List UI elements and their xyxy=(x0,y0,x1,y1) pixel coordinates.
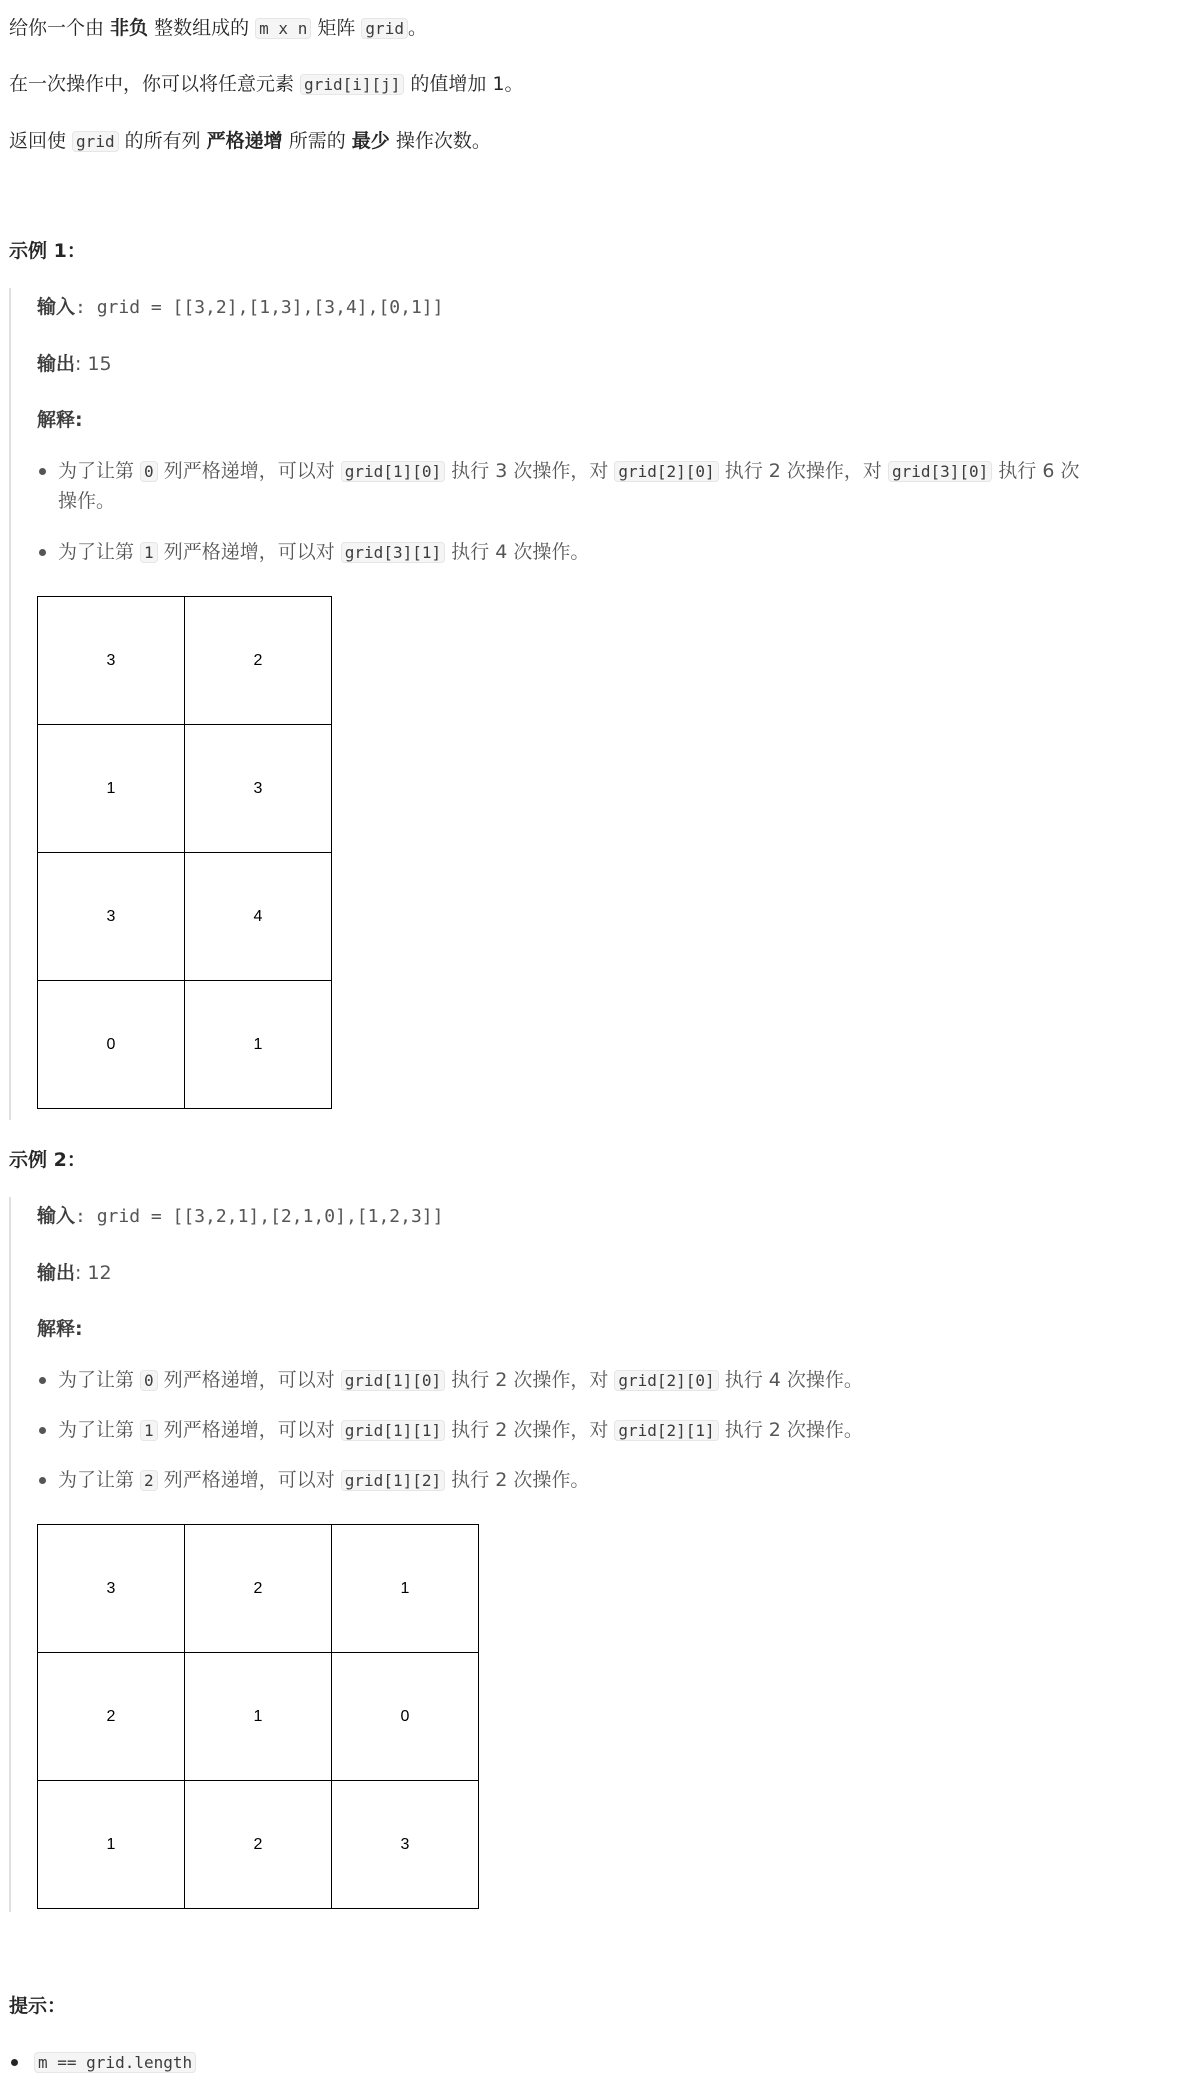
explain-label: 解释 xyxy=(37,1318,76,1340)
inline-code: grid[i][j] xyxy=(300,74,404,95)
grid-cell: 2 xyxy=(185,1781,332,1909)
example-1-bullet-2 xyxy=(37,537,1187,567)
explain-colon: : xyxy=(75,409,83,431)
intro-paragraph-3 xyxy=(9,127,491,155)
grid-row xyxy=(38,981,332,1109)
input-value: : grid = [[3,2,1],[2,1,0],[1,2,3]] xyxy=(75,1206,444,1227)
bold-text: 最少 xyxy=(351,130,390,152)
text: 执行 2 次操作，对 xyxy=(718,460,888,482)
example-2-bullet-3 xyxy=(37,1465,1187,1495)
inline-code: m == grid.length xyxy=(34,2052,196,2073)
grid-row xyxy=(38,853,332,981)
grid-cell: 3 xyxy=(332,1781,479,1909)
hint-text xyxy=(34,2048,196,2077)
text: 的值增加 1。 xyxy=(404,73,524,95)
text: 执行 6 次 xyxy=(992,460,1080,482)
input-label: 输入 xyxy=(37,1205,76,1227)
text: 列严格递增，可以对 xyxy=(157,1469,341,1491)
text: 矩阵 xyxy=(311,17,362,39)
example-1-output xyxy=(37,350,112,378)
text: 给你一个由 xyxy=(9,17,111,39)
text: 执行 4 次操作。 xyxy=(445,541,590,563)
inline-code: 0 xyxy=(140,461,158,482)
bullet-text xyxy=(58,456,1079,487)
example-1-grid xyxy=(37,596,332,1109)
output-value: : 15 xyxy=(75,353,112,375)
output-label: 输出 xyxy=(37,353,76,375)
grid-cell: 1 xyxy=(185,1653,332,1781)
grid-cell: 4 xyxy=(185,853,332,981)
text: 为了让第 xyxy=(58,1369,141,1391)
text: 的所有列 xyxy=(118,130,207,152)
text: 在一次操作中，你可以将任意元素 xyxy=(9,73,301,95)
grid-cell: 1 xyxy=(38,1781,185,1909)
text: 为了让第 xyxy=(58,1419,141,1441)
example-1-title: 示例 1： xyxy=(9,240,86,262)
inline-code: grid[3][0] xyxy=(888,461,992,482)
hints-title: 提示： xyxy=(9,1995,67,2017)
example-1-explain-label xyxy=(37,406,83,434)
bullet-dot xyxy=(39,468,46,475)
example-2-input xyxy=(37,1202,443,1231)
inline-code: grid xyxy=(361,18,408,39)
inline-code: 1 xyxy=(140,542,158,563)
grid-cell: 0 xyxy=(332,1653,479,1781)
text: 列严格递增，可以对 xyxy=(157,541,341,563)
explain-label: 解释 xyxy=(37,409,76,431)
grid-cell: 3 xyxy=(185,725,332,853)
example-2-output xyxy=(37,1259,112,1287)
hint-item xyxy=(9,2048,609,2076)
bullet-text xyxy=(58,1365,863,1396)
bullet-text xyxy=(58,537,589,568)
inline-code: grid[2][1] xyxy=(614,1420,718,1441)
explain-colon: : xyxy=(75,1318,83,1340)
example-2-bullet-2 xyxy=(37,1415,1187,1445)
bullet-text-line-2: 操作。 xyxy=(58,490,116,512)
example-2-title: 示例 2： xyxy=(9,1149,86,1171)
output-value: : 12 xyxy=(75,1262,112,1284)
bullet-dot xyxy=(39,1427,46,1434)
bullet-text xyxy=(58,1465,589,1496)
text: 为了让第 xyxy=(58,1469,141,1491)
inline-code: grid[1][0] xyxy=(341,1370,445,1391)
inline-code: grid[1][0] xyxy=(341,461,445,482)
example-2-grid xyxy=(37,1524,479,1909)
text: 所需的 xyxy=(282,130,352,152)
output-label: 输出 xyxy=(37,1262,76,1284)
inline-code: 0 xyxy=(140,1370,158,1391)
text: 。 xyxy=(407,17,427,39)
input-label: 输入 xyxy=(37,296,76,318)
text: 为了让第 xyxy=(58,460,141,482)
text: 列严格递增，可以对 xyxy=(157,460,341,482)
inline-code: grid xyxy=(72,131,119,152)
text: 执行 4 次操作。 xyxy=(718,1369,863,1391)
inline-code: 1 xyxy=(140,1420,158,1441)
example-1-input xyxy=(37,293,443,322)
example-1-block xyxy=(9,288,1181,1120)
example-2-bullet-1 xyxy=(37,1365,1187,1395)
grid-cell: 2 xyxy=(185,1525,332,1653)
bullet-text xyxy=(58,1415,863,1446)
bullet-dot xyxy=(39,1377,46,1384)
inline-code: grid[3][1] xyxy=(341,542,445,563)
grid-cell: 3 xyxy=(38,597,185,725)
text: 执行 2 次操作，对 xyxy=(445,1419,615,1441)
grid-cell: 1 xyxy=(332,1525,479,1653)
text: 执行 2 次操作。 xyxy=(718,1419,863,1441)
text: 执行 2 次操作。 xyxy=(445,1469,590,1491)
text: 返回使 xyxy=(9,130,73,152)
text: 执行 2 次操作，对 xyxy=(445,1369,615,1391)
grid-row xyxy=(38,597,332,725)
inline-code: 2 xyxy=(140,1470,158,1491)
example-2-block xyxy=(9,1197,1181,1912)
grid-cell: 1 xyxy=(185,981,332,1109)
grid-row xyxy=(38,1525,479,1653)
bold-text: 严格递增 xyxy=(206,130,283,152)
inline-code: grid[1][1] xyxy=(341,1420,445,1441)
example-1-bullet-1 xyxy=(37,456,1187,516)
text: 列严格递增，可以对 xyxy=(157,1419,341,1441)
grid-cell: 3 xyxy=(38,1525,185,1653)
grid-cell: 2 xyxy=(185,597,332,725)
grid-cell: 2 xyxy=(38,1653,185,1781)
bullet-dot xyxy=(39,549,46,556)
bullet-dot xyxy=(11,2059,18,2066)
bullet-dot xyxy=(39,1477,46,1484)
intro-paragraph-1 xyxy=(9,14,427,42)
text: 执行 3 次操作，对 xyxy=(445,460,615,482)
inline-code: grid[1][2] xyxy=(341,1470,445,1491)
inline-code: m x n xyxy=(255,18,311,39)
text: 操作次数。 xyxy=(389,130,491,152)
intro-paragraph-2 xyxy=(9,70,524,98)
grid-row xyxy=(38,1781,479,1909)
grid-cell: 1 xyxy=(38,725,185,853)
text: 为了让第 xyxy=(58,541,141,563)
grid-cell: 3 xyxy=(38,853,185,981)
grid-row xyxy=(38,1653,479,1781)
input-value: : grid = [[3,2],[1,3],[3,4],[0,1]] xyxy=(75,297,444,318)
bold-text: 非负 xyxy=(110,17,149,39)
grid-cell: 0 xyxy=(38,981,185,1109)
text: 整数组成的 xyxy=(148,17,256,39)
text: 列严格递增，可以对 xyxy=(157,1369,341,1391)
example-2-explain-label xyxy=(37,1315,83,1343)
grid-row xyxy=(38,725,332,853)
inline-code: grid[2][0] xyxy=(614,1370,718,1391)
inline-code: grid[2][0] xyxy=(614,461,718,482)
